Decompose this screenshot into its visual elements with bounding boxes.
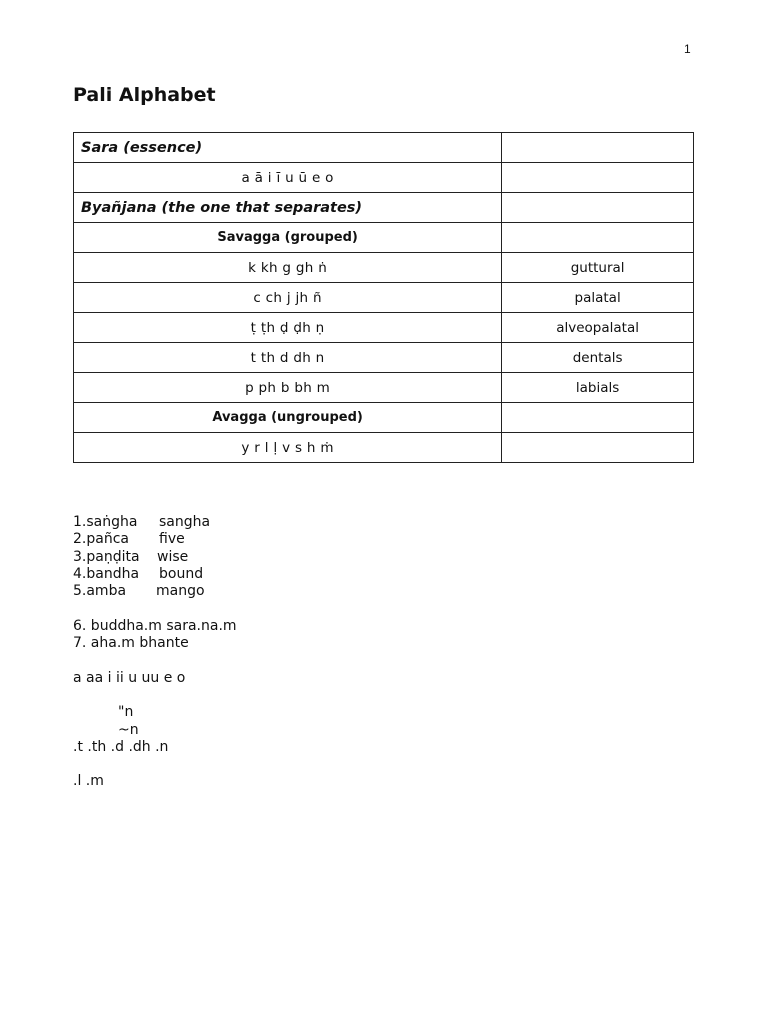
section-heading-byanjana: Byañjana (the one that separates) [74, 193, 502, 223]
table-row [74, 373, 694, 403]
phrase-line: 7. aha.m bhante [73, 635, 189, 652]
vocab-meaning: bound [159, 565, 204, 582]
articulation-label: alveopalatal [502, 313, 694, 343]
vowel-letters: a ā i ī u ū e o [74, 163, 502, 193]
ascii-retroflex-line: .t .th .d .dh .n [73, 738, 169, 755]
consonant-letters: k kh g gh ṅ [74, 253, 502, 283]
consonant-letters: y r l ḷ v s h ṁ [74, 433, 502, 463]
vocab-meaning: wise [157, 548, 189, 565]
vocab-word: 2.pañca [73, 531, 129, 548]
vocab-word: 3.paṇḍita [73, 548, 140, 565]
table-row [74, 403, 694, 433]
articulation-label: labials [502, 373, 694, 403]
vocab-item [73, 566, 237, 583]
vocab-word: 4.bandha [73, 565, 140, 582]
consonant-letters: t th d dh n [74, 343, 502, 373]
vocab-item [73, 549, 237, 566]
alphabet-table [73, 132, 694, 463]
table-cell-right [502, 193, 694, 223]
vocab-word: 5.amba [73, 583, 127, 600]
table-row-sara [74, 133, 694, 163]
vocab-meaning: sangha [159, 514, 211, 530]
articulation-label: palatal [502, 283, 694, 313]
table-row [74, 313, 694, 343]
table-cell-right [502, 433, 694, 463]
notes-block [73, 514, 237, 791]
group-heading-avagga: Avagga (ungrouped) [74, 403, 502, 433]
vocab-word: 1.saṅgha [73, 514, 138, 530]
table-cell-right [502, 403, 694, 433]
table-row [74, 283, 694, 313]
table-row [74, 163, 694, 193]
group-heading-savagga: Savagga (grouped) [74, 223, 502, 253]
articulation-label: dentals [502, 343, 694, 373]
ascii-nasal-line: ~n [118, 721, 139, 738]
table-cell-right [502, 223, 694, 253]
table-row [74, 343, 694, 373]
table-cell-right [502, 163, 694, 193]
articulation-label: guttural [502, 253, 694, 283]
phrase-line: 6. buddha.m sara.na.m [73, 617, 237, 634]
ascii-vowels-line: a aa i ii u uu e o [73, 669, 186, 686]
vocab-item [73, 531, 237, 548]
ascii-other-line: .l .m [73, 773, 104, 790]
page-title: Pali Alphabet [73, 84, 216, 106]
table-row [74, 433, 694, 463]
table-cell-right [502, 133, 694, 163]
consonant-letters: p ph b bh m [74, 373, 502, 403]
vocab-item [73, 514, 237, 531]
vocab-meaning: five [159, 531, 185, 548]
consonant-letters: ṭ ṭh ḍ ḍh ṇ [74, 313, 502, 343]
vocab-meaning: mango [156, 583, 205, 600]
section-heading-sara: Sara (essence) [74, 133, 502, 163]
page-number: 1 [684, 42, 691, 56]
table-row [74, 253, 694, 283]
table-row-byanjana [74, 193, 694, 223]
vocab-item [73, 583, 237, 600]
consonant-letters: c ch j jh ñ [74, 283, 502, 313]
ascii-nasal-line: "n [118, 704, 134, 721]
table-row [74, 223, 694, 253]
